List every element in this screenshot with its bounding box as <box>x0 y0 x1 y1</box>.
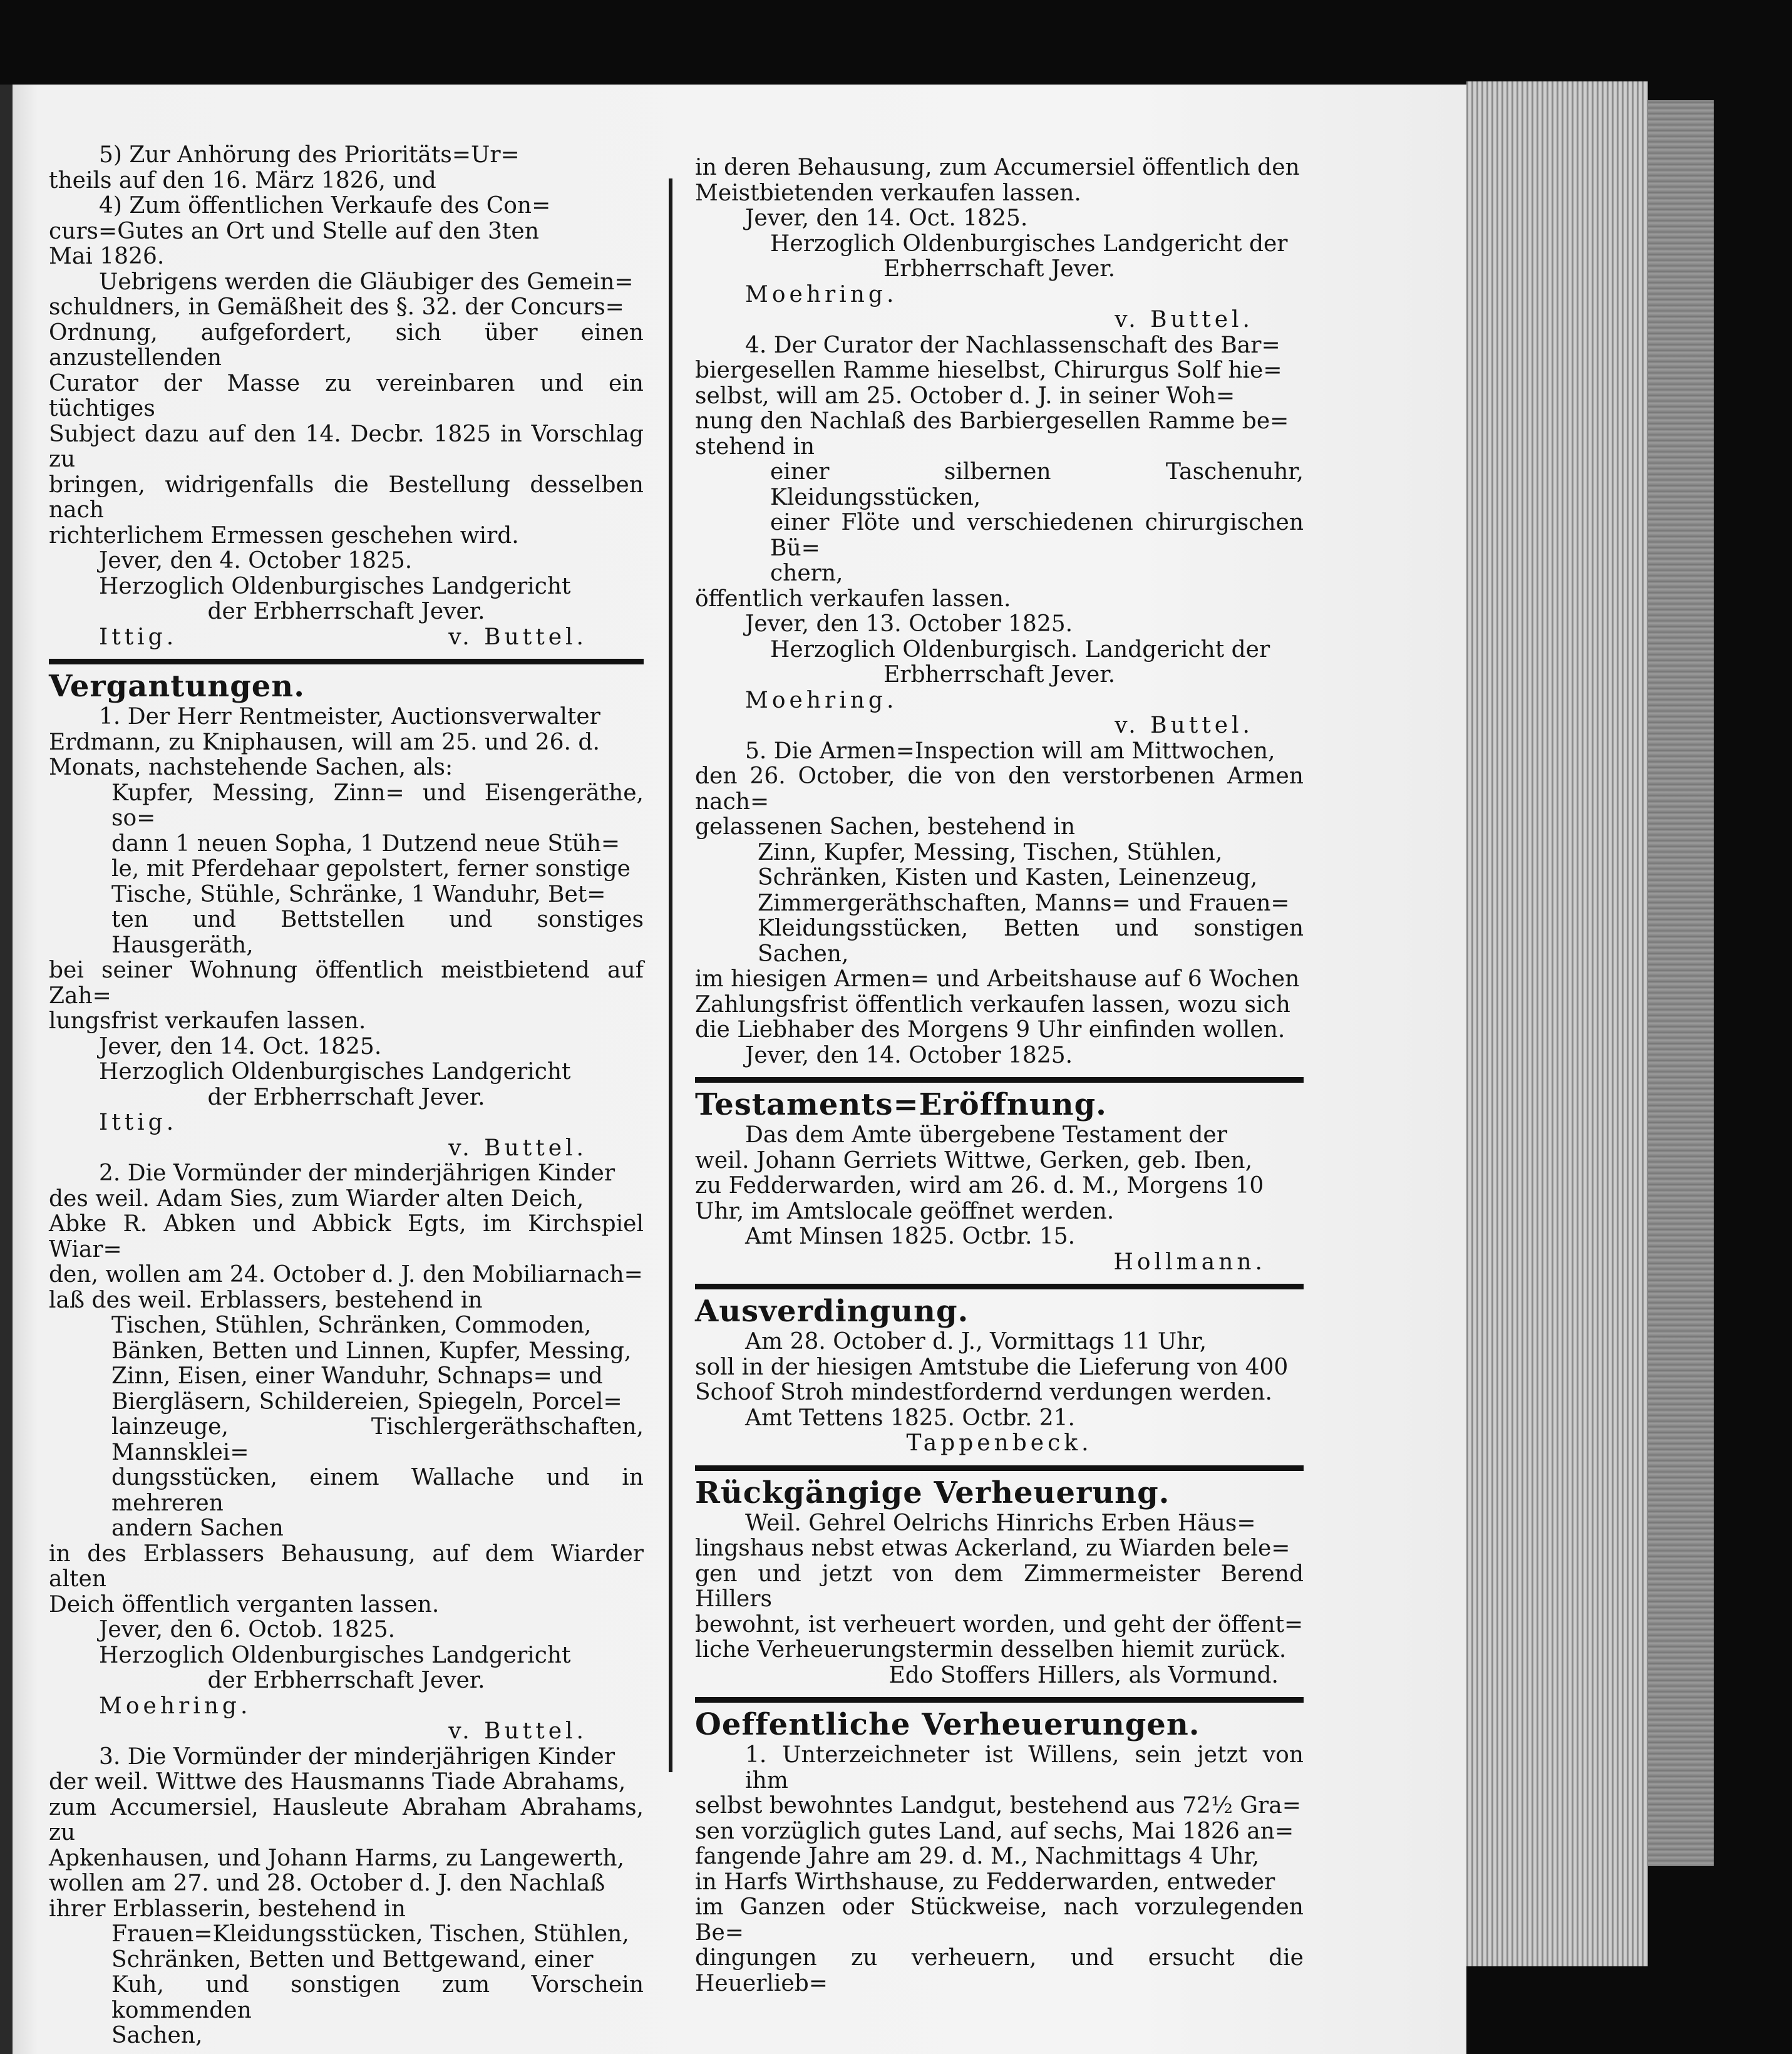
text-line: zum Accumersiel, Hausleute Abraham Abrahams, zu <box>49 1794 644 1845</box>
text-line: gen und jetzt von dem Zimmermeister Berend Hillers <box>695 1561 1304 1612</box>
date-line: Jever, den 4. October 1825. <box>99 548 413 574</box>
court-line: Erbherrschaft Jever. <box>883 662 1116 688</box>
text-line: Schoof Stroh mindestfordernd verdungen werden. <box>695 1380 1272 1405</box>
text-line: den 26. October, die von den verstorbenen Armen nach= <box>695 763 1304 815</box>
list-line: Zinn, Kupfer, Messing, Tischen, Stühlen, <box>758 839 1223 865</box>
text-line: Subject dazu auf den 14. Decbr. 1825 in Vorschlag zu <box>49 421 644 472</box>
text-line: Zahlungsfrist öffentlich verkaufen lassen, wozu sich <box>695 991 1290 1018</box>
text-line: im hiesigen Armen= und Arbeitshause auf 6 Wochen <box>695 966 1300 992</box>
text-line: die Liebhaber des Morgens 9 Uhr einfinden wollen. <box>695 1017 1285 1043</box>
text-line: 1. Unterzeichneter ist Willens, sein jetzt von ihm <box>745 1742 1304 1793</box>
list-line: ten und Bettstellen und sonstiges Hausgeräth, <box>111 907 644 958</box>
court-line: der Erbherrschaft Jever. <box>207 599 485 624</box>
notice-item-2 <box>49 1161 644 1745</box>
text-line: Apkenhausen, und Johann Harms, zu Langewerth, <box>49 1845 624 1871</box>
signature-left: Moehring. <box>745 281 898 307</box>
rueckgaengige-section <box>695 1475 1304 1689</box>
text-line: Abke R. Abken und Abbick Egts, im Kirchspiel Wiar= <box>49 1211 644 1262</box>
text-line: den, wollen am 24. October d. J. den Mobiliarnach= <box>49 1262 643 1288</box>
date-line: Amt Minsen 1825. Octbr. 15. <box>745 1224 1076 1249</box>
list-line: Biergläsern, Schildereien, Spiegeln, Porcel= <box>111 1388 622 1415</box>
list-line: chern, <box>770 560 843 586</box>
signature-right: v. Buttel. <box>1115 713 1254 738</box>
signature-center: Tappenbeck. <box>906 1430 1093 1456</box>
text-line: fangende Jahre am 29. d. M., Nachmittags 4 Uhr, <box>695 1844 1260 1869</box>
text-line: Uebrigens werden die Gläubiger des Gemein= <box>99 269 634 295</box>
text-line: curs=Gutes an Ort und Stelle auf den 3ten <box>49 218 539 244</box>
text-line: Deich öffentlich verganten lassen. <box>49 1591 440 1618</box>
text-line: des weil. Adam Sies, zum Wiarder alten Deich, <box>49 1185 584 1212</box>
text-line: Ordnung, aufgefordert, sich über einen anzustellenden <box>49 319 644 371</box>
list-line: dungsstücken, einem Wallache und in mehreren <box>111 1465 644 1516</box>
text-line: lingshaus nebst etwas Ackerland, zu Wiarden bele= <box>695 1535 1290 1561</box>
list-line: einer Flöte und verschiedenen chirurgischen Bü= <box>770 510 1304 561</box>
notice-item-4 <box>695 333 1304 739</box>
text-line: 5. Die Armen=Inspection will am Mittwochen, <box>745 738 1275 764</box>
text-line: ihrer Erblasserin, bestehend in <box>49 1896 406 1922</box>
court-line: Herzoglich Oldenburgisch. Landgericht der <box>770 636 1270 663</box>
section-title: Rückgängige Verheuerung. <box>695 1475 1170 1510</box>
text-line: 3. Die Vormünder der minderjährigen Kinder <box>99 1743 615 1770</box>
top-notice <box>49 143 644 650</box>
text-line: in Harfs Wirthshause, zu Fedderwarden, entweder <box>695 1869 1275 1895</box>
date-line: Jever, den 14. Oct. 1825. <box>745 205 1028 231</box>
text-line: 5) Zur Anhörung des Prioritäts=Ur= <box>99 142 520 168</box>
list-line: Kupfer, Messing, Zinn= und Eisengeräthe, so= <box>111 780 644 831</box>
text-line: selbst bewohntes Landgut, bestehend aus 72½ Gra= <box>695 1793 1301 1819</box>
signature-left: Ittig. <box>99 1110 178 1135</box>
text-line: dingungen zu verheuern, und ersucht die Heuerlieb= <box>695 1945 1304 1996</box>
court-line: der Erbherrschaft Jever. <box>207 1668 485 1693</box>
notice-item-1 <box>49 704 644 1161</box>
section-rule <box>695 1697 1304 1703</box>
text-line: bringen, widrigenfalls die Bestellung desselben nach <box>49 472 644 523</box>
testament-section <box>695 1086 1304 1275</box>
date-line: Jever, den 6. Octob. 1825. <box>99 1617 396 1643</box>
verheuerungen-section <box>695 1706 1304 1996</box>
signature-right: Hollmann. <box>1113 1249 1266 1275</box>
list-line: Zimmergeräthschaften, Manns= und Frauen= <box>758 890 1290 916</box>
signature-right: v. Buttel. <box>448 624 587 650</box>
text-line: stehend in <box>695 433 815 460</box>
section-title: Testaments=Eröffnung. <box>695 1087 1107 1122</box>
court-line: der Erbherrschaft Jever. <box>207 1084 485 1110</box>
signature-right: v. Buttel. <box>1115 307 1254 333</box>
text-line: Weil. Gehrel Oelrichs Hinrichs Erben Häus= <box>745 1510 1256 1536</box>
date-line: Jever, den 13. October 1825. <box>745 611 1073 637</box>
text-line: in des Erblassers Behausung, auf dem Wiarder alten <box>49 1540 644 1592</box>
date-line: Jever, den 14. October 1825. <box>745 1042 1073 1068</box>
court-line: Herzoglich Oldenburgisches Landgericht <box>99 573 571 599</box>
list-line: Kuh, und sonstigen zum Vorschein kommenden <box>111 1972 644 2023</box>
text-line: zu Fedderwarden, wird am 26. d. M., Morgens 10 <box>695 1173 1264 1199</box>
signature-right: v. Buttel. <box>448 1718 587 1744</box>
notice-item-3 <box>49 1745 644 2049</box>
text-line: der weil. Wittwe des Hausmanns Tiade Abrahams, <box>49 1769 626 1795</box>
text-line: Curator der Masse zu vereinbaren und ein tüchtiges <box>49 370 644 421</box>
text-line: Mai 1826. <box>49 244 165 269</box>
notice-item-5 <box>695 739 1304 1069</box>
text-line: Meistbietenden verkaufen lassen. <box>695 180 1081 206</box>
text-line: liche Verheuerungstermin desselben hiemit zurück. <box>695 1637 1287 1663</box>
text-line: im Ganzen oder Stückweise, nach vorzulegenden Be= <box>695 1894 1304 1946</box>
list-line: Zinn, Eisen, einer Wanduhr, Schnaps= und <box>111 1363 603 1389</box>
text-line: bewohnt, ist verheuert worden, und geht der öffent= <box>695 1611 1304 1638</box>
text-line: schuldners, in Gemäßheit des §. 32. der Concurs= <box>49 294 624 320</box>
text-line: Das dem Amte übergebene Testament der <box>745 1122 1227 1148</box>
list-line: Bänken, Betten und Linnen, Kupfer, Messing, <box>111 1338 632 1364</box>
text-line: öffentlich verkaufen lassen. <box>695 586 1011 612</box>
court-line: Herzoglich Oldenburgisches Landgericht der <box>770 230 1288 257</box>
list-line: dann 1 neuen Sopha, 1 Dutzend neue Stüh= <box>111 830 621 857</box>
list-line: einer silbernen Taschenuhr, Kleidungsstücken, <box>770 459 1304 510</box>
list-line: andern Sachen <box>111 1515 284 1541</box>
section-rule <box>49 659 644 664</box>
text-line: in deren Behausung, zum Accumersiel öffentlich den <box>695 155 1300 180</box>
text-line: richterlichem Ermessen geschehen wird. <box>49 522 519 549</box>
column-divider <box>669 178 672 1772</box>
section-title: Ausverdingung. <box>695 1294 969 1329</box>
ausverdingung-section <box>695 1293 1304 1457</box>
text-line: nung den Nachlaß des Barbiergesellen Ramme be= <box>695 408 1289 434</box>
list-line: Tischen, Stühlen, Schränken, Commoden, <box>111 1313 592 1338</box>
list-line: Schränken, Betten und Bettgewand, einer <box>111 1946 594 1973</box>
section-rule <box>695 1077 1304 1083</box>
signature-left: Moehring. <box>99 1693 252 1719</box>
page-edges <box>1466 81 1648 1966</box>
list-line: Tische, Stühle, Schränke, 1 Wanduhr, Bet= <box>111 881 606 907</box>
text-line: Am 28. October d. J., Vormittags 11 Uhr, <box>745 1329 1207 1355</box>
text-line: 1. Der Herr Rentmeister, Auctionsverwalter <box>99 704 600 730</box>
text-line: laß des weil. Erblassers, bestehend in <box>49 1287 483 1313</box>
section-title: Oeffentliche Verheuerungen. <box>695 1707 1200 1742</box>
right-column <box>695 155 1304 1996</box>
text-line: Uhr, im Amtslocale geöffnet werden. <box>695 1198 1115 1224</box>
text-line: 4) Zum öffentlichen Verkaufe des Con= <box>99 193 551 219</box>
date-line: Amt Tettens 1825. Octbr. 21. <box>745 1405 1075 1431</box>
notice-item-3-continued <box>695 155 1304 333</box>
text-line: Monats, nachstehende Sachen, als: <box>49 755 453 780</box>
text-line: bei seiner Wohnung öffentlich meistbietend auf Zah= <box>49 957 644 1009</box>
text-line: weil. Johann Gerriets Wittwe, Gerken, geb. Iben, <box>695 1147 1253 1174</box>
book-cover-edge <box>1648 100 1714 1866</box>
signature-right: Edo Stoffers Hillers, als Vormund. <box>888 1662 1279 1688</box>
left-column <box>49 143 644 2049</box>
text-line: sen vorzüglich gutes Land, auf sechs, Mai 1826 an= <box>695 1818 1294 1844</box>
court-line: Herzoglich Oldenburgisches Landgericht <box>99 1642 571 1668</box>
signature-left: Ittig. <box>99 624 178 650</box>
court-line: Herzoglich Oldenburgisches Landgericht <box>99 1059 571 1085</box>
text-line: 4. Der Curator der Nachlassenschaft des Bar= <box>745 332 1280 358</box>
text-line: selbst, will am 25. October d. J. in seiner Woh= <box>695 383 1235 409</box>
date-line: Jever, den 14. Oct. 1825. <box>99 1033 382 1060</box>
list-line: Frauen=Kleidungsstücken, Tischen, Stühlen, <box>111 1921 629 1947</box>
list-line: le, mit Pferdehaar gepolstert, ferner sonstige <box>111 856 631 882</box>
signature-left: Moehring. <box>745 687 898 713</box>
text-line: 2. Die Vormünder der minderjährigen Kinder <box>99 1160 615 1186</box>
text-line: biergesellen Ramme hieselbst, Chirurgus Solf hie= <box>695 358 1282 383</box>
list-line: Schränken, Kisten und Kasten, Leinenzeug, <box>758 865 1258 890</box>
text-line: lungsfrist verkaufen lassen. <box>49 1008 366 1034</box>
text-line: soll in der hiesigen Amtstube die Lieferung von 400 <box>695 1354 1289 1380</box>
list-line: Sachen, <box>111 2023 203 2048</box>
text-line: theils auf den 16. März 1826, und <box>49 167 436 194</box>
spine-shadow <box>0 85 13 2054</box>
list-line: lainzeuge, Tischlergeräthschaften, Mannsklei= <box>111 1414 644 1465</box>
section-rule <box>695 1465 1304 1471</box>
court-line: Erbherrschaft Jever. <box>883 256 1116 282</box>
section-title: Vergantungen. <box>49 669 305 704</box>
signature-right: v. Buttel. <box>448 1135 587 1161</box>
section-rule <box>695 1284 1304 1289</box>
text-line: Erdmann, zu Kniphausen, will am 25. und 26. d. <box>49 729 600 755</box>
list-line: Kleidungsstücken, Betten und sonstigen Sachen, <box>758 916 1304 967</box>
text-line: gelassenen Sachen, bestehend in <box>695 814 1076 840</box>
text-line: wollen am 27. und 28. October d. J. den Nachlaß <box>49 1871 605 1896</box>
